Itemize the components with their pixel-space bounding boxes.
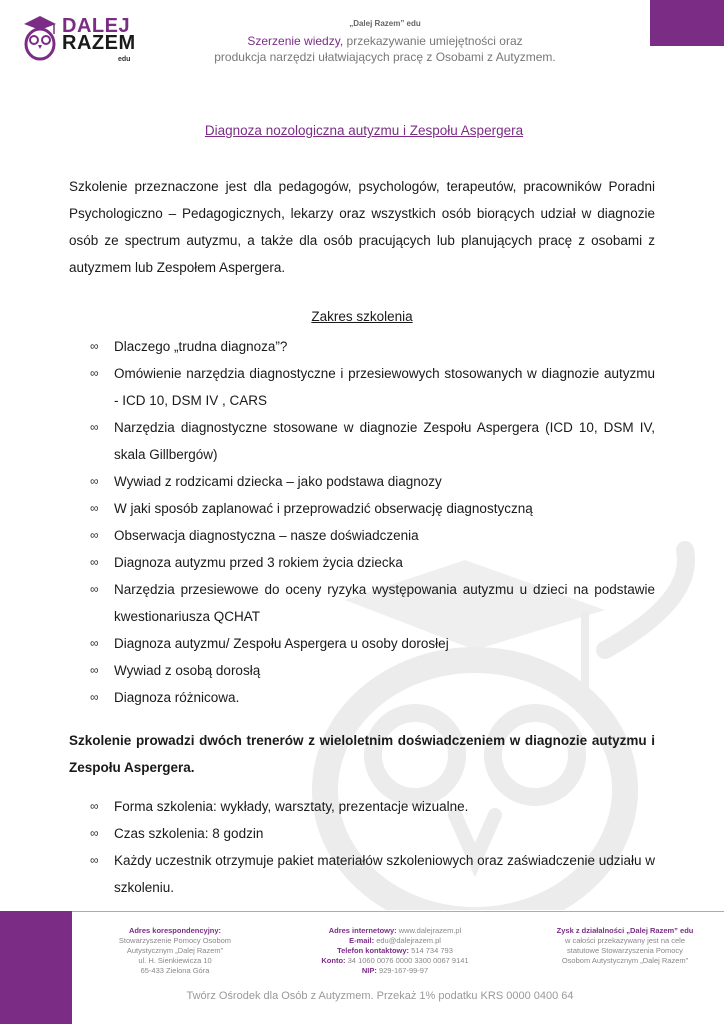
dalej-razem-logo bbox=[20, 14, 140, 64]
logo-word-dalej: DALEJ bbox=[62, 15, 131, 37]
list-item: ∞ Narzędzia przesiewowe do oceny ryzyka występowania autyzmu u dzieci na podstawie kwestionariusza QCHAT bbox=[0, 576, 655, 630]
list-item: ∞ Każdy uczestnik otrzymuje pakiet materiałów szkoleniowych oraz zaświadczenie udziału w szkoleniu. bbox=[0, 847, 655, 901]
logo-word-razem: RAZEM bbox=[62, 32, 136, 54]
infinity-bullet-icon: ∞ bbox=[90, 366, 99, 380]
infinity-bullet-icon: ∞ bbox=[90, 799, 99, 813]
web-link[interactable]: www.dalejrazem.pl bbox=[398, 926, 462, 935]
owl-mascot-icon bbox=[20, 14, 60, 62]
infinity-bullet-icon: ∞ bbox=[90, 690, 99, 704]
profit-line: w całości przekazywany jest na cele bbox=[564, 936, 686, 945]
infinity-bullet-icon: ∞ bbox=[90, 853, 99, 867]
list-item: ∞ Dlaczego „trudna diagnoza”? bbox=[0, 333, 655, 360]
infinity-bullet-icon: ∞ bbox=[90, 339, 99, 353]
infinity-bullet-icon: ∞ bbox=[90, 474, 99, 488]
email-link[interactable]: edu@dalejrazem.pl bbox=[376, 936, 441, 945]
account-label: Konto: bbox=[321, 956, 346, 965]
intro-paragraph: Szkolenie przeznaczone jest dla pedagogów, psychologów, terapeutów, pracowników Poradni Psychologiczno – Pedagogicznych, lekarzy oraz wszystkich osób biorących udział w diagnozie osób ze spectrum autyzmu, a także dla osób pracujących lub planujących pracę z osobami z autyzmem lub Zespołem Aspergera. bbox=[69, 179, 655, 275]
list-item: ∞ Narzędzia diagnostyczne stosowane w diagnozie Zespołu Aspergera (ICD 10, DSM IV, skala Gillbergów) bbox=[0, 414, 655, 468]
phone-value: 514 734 793 bbox=[411, 946, 453, 955]
list-item: ∞ Obserwacja diagnostyczna – nasze doświadczenia bbox=[0, 522, 655, 549]
footer-contact bbox=[300, 926, 490, 976]
list-item: ∞ Diagnoza autyzmu/ Zespołu Aspergera u osoby dorosłej bbox=[0, 630, 655, 657]
infinity-bullet-icon: ∞ bbox=[90, 663, 99, 677]
footer-profit bbox=[540, 926, 710, 966]
footer-slogan: Twórz Ośrodek dla Osób z Autyzmem. Przekaż 1% podatku KRS 0000 0400 64 bbox=[186, 990, 574, 1002]
profit-line: Osobom Autystycznym „Dalej Razem” bbox=[561, 956, 689, 965]
org-name-small: „Dalej Razem” edu bbox=[349, 19, 421, 28]
tagline-rest: przekazywanie umiejętności oraz bbox=[346, 34, 523, 48]
footer-accent-block bbox=[0, 911, 72, 1024]
address-line: Stowarzyszenie Pomocy Osobom bbox=[118, 936, 232, 945]
footer-address bbox=[100, 926, 250, 976]
scope-heading: Zakres szkolenia bbox=[311, 309, 413, 324]
header-accent-block bbox=[650, 0, 724, 46]
infinity-bullet-icon: ∞ bbox=[90, 501, 99, 515]
list-item: ∞ Forma szkolenia: wykłady, warsztaty, prezentacje wizualne. bbox=[0, 793, 655, 820]
infinity-bullet-icon: ∞ bbox=[90, 420, 99, 434]
infinity-bullet-icon: ∞ bbox=[90, 528, 99, 542]
email-label: E-mail: bbox=[349, 936, 375, 945]
tagline-highlight: Szerzenie wiedzy, bbox=[247, 34, 344, 48]
nip-label: NIP: bbox=[361, 966, 377, 975]
infinity-bullet-icon: ∞ bbox=[90, 826, 99, 840]
list-item: ∞ Diagnoza autyzmu przed 3 rokiem życia dziecka bbox=[0, 549, 655, 576]
address-line: 65-433 Zielona Góra bbox=[140, 966, 210, 975]
web-label: Adres internetowy: bbox=[328, 926, 397, 935]
document-title: Diagnoza nozologiczna autyzmu i Zespołu Aspergera bbox=[204, 123, 524, 138]
tagline-line-1 bbox=[190, 34, 580, 48]
list-item: ∞ Wywiad z osobą dorosłą bbox=[0, 657, 655, 684]
profit-heading: Zysk z działalności „Dalej Razem” edu bbox=[556, 926, 694, 935]
list-item: ∞ W jaki sposób zaplanować i przeprowadzić obserwację diagnostyczną bbox=[0, 495, 655, 522]
list-item: ∞ Czas szkolenia: 8 godzin bbox=[0, 820, 655, 847]
profit-line: statutowe Stowarzyszenia Pomocy bbox=[567, 946, 683, 955]
infinity-bullet-icon: ∞ bbox=[90, 636, 99, 650]
infinity-bullet-icon: ∞ bbox=[90, 555, 99, 569]
topics-list bbox=[0, 333, 655, 711]
address-heading: Adres korespondencyjny: bbox=[128, 926, 222, 935]
nip-value: 929-167-99-97 bbox=[378, 966, 429, 975]
details-list bbox=[0, 793, 655, 901]
infinity-bullet-icon: ∞ bbox=[90, 582, 99, 596]
tagline-line-2: produkcja narzędzi ułatwiających pracę z Osobami z Autyzmem. bbox=[214, 50, 556, 64]
trainers-note: Szkolenie prowadzi dwóch trenerów z wieloletnim doświadczeniem w diagnozie autyzmu i Zespołu Aspergera. bbox=[69, 733, 655, 775]
list-item: ∞ Wywiad z rodzicami dziecka – jako podstawa diagnozy bbox=[0, 468, 655, 495]
phone-label: Telefon kontaktowy: bbox=[337, 946, 410, 955]
footer-divider bbox=[72, 911, 724, 912]
address-line: ul. H. Sienkiewicza 10 bbox=[138, 956, 212, 965]
address-line: Autystycznym „Dalej Razem” bbox=[126, 946, 224, 955]
list-item: ∞ Omówienie narzędzia diagnostyczne i przesiewowych stosowanych w diagnozie autyzmu - ICD 10, DSM IV , CARS bbox=[0, 360, 655, 414]
account-value: 34 1060 0076 0000 3300 0067 9141 bbox=[347, 956, 469, 965]
list-item: ∞ Diagnoza różnicowa. bbox=[0, 684, 655, 711]
logo-edu: edu bbox=[118, 56, 131, 63]
